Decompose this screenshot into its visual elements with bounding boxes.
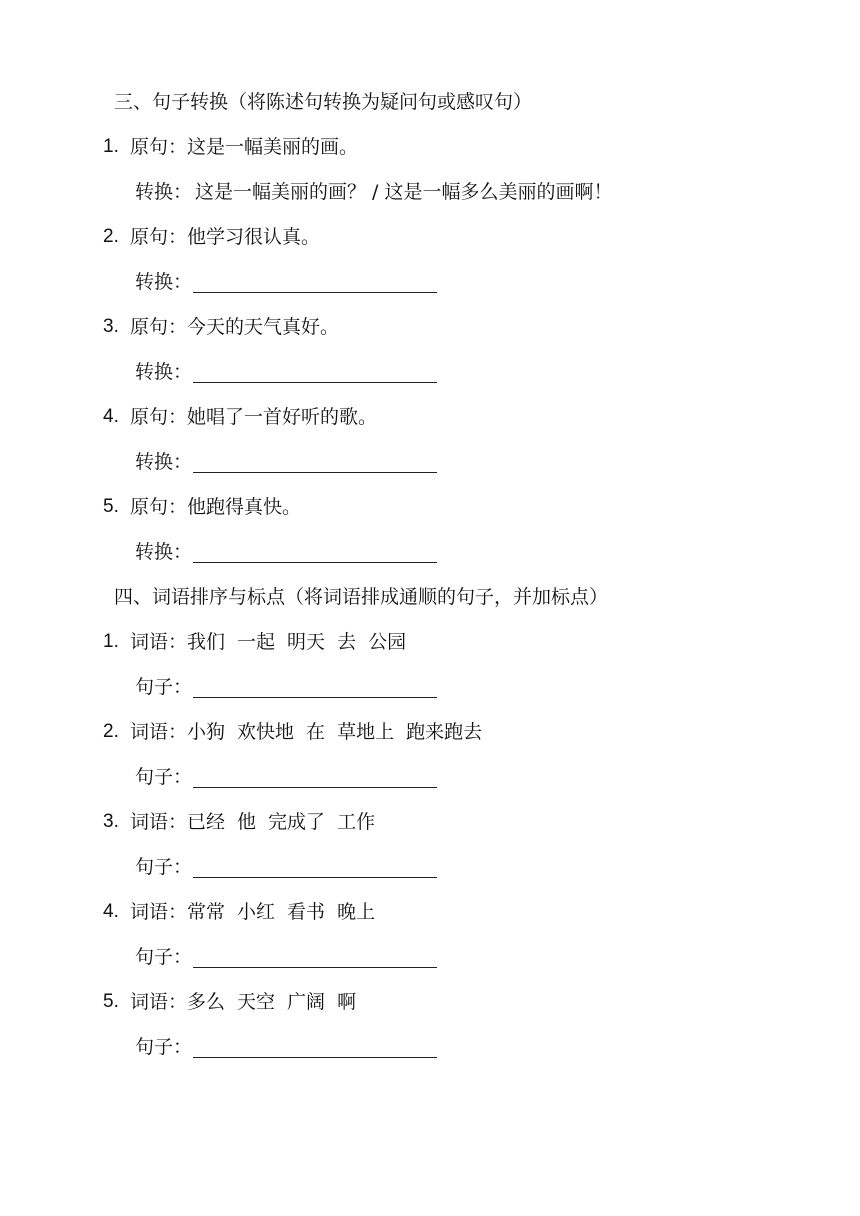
words-label: 词语： xyxy=(130,901,188,923)
word: 欢快地 xyxy=(237,721,295,743)
answer-blank[interactable] xyxy=(193,472,437,473)
sentence-label: 句子： xyxy=(135,856,193,878)
conversion-label: 转换： xyxy=(135,181,193,203)
original-sentence xyxy=(130,495,301,519)
conversion-label: 转换： xyxy=(135,271,193,293)
word: 草地上 xyxy=(337,721,395,743)
original-label: 原句： xyxy=(130,226,188,248)
original-label: 原句： xyxy=(130,136,188,158)
word: 晚上 xyxy=(337,901,376,923)
original-sentence xyxy=(130,225,320,249)
words-label: 词语： xyxy=(130,721,188,743)
word: 跑来跑去 xyxy=(406,721,483,743)
word-list xyxy=(130,720,494,744)
original-text: 他跑得真快。 xyxy=(187,496,302,518)
conversion-label: 转换： xyxy=(135,541,193,563)
word: 在 xyxy=(306,721,326,743)
word: 完成了 xyxy=(268,811,326,833)
item-number: 4. xyxy=(103,406,119,427)
word: 明天 xyxy=(287,631,326,653)
item-number: 5. xyxy=(103,496,119,517)
word: 已经 xyxy=(187,811,226,833)
conversion-label: 转换： xyxy=(135,451,193,473)
word: 啊 xyxy=(337,991,357,1013)
item-number: 4. xyxy=(103,901,119,922)
section-3-item-1 xyxy=(0,135,860,225)
sentence-label: 句子： xyxy=(135,676,193,698)
original-sentence xyxy=(130,405,377,429)
word-list xyxy=(130,900,387,924)
section-4-item-2 xyxy=(0,720,860,810)
original-sentence xyxy=(130,135,358,159)
item-number: 3. xyxy=(103,316,119,337)
word: 多么 xyxy=(187,991,226,1013)
word: 小狗 xyxy=(187,721,226,743)
word: 工作 xyxy=(337,811,376,833)
section-3-item-3 xyxy=(0,315,860,405)
word: 广阔 xyxy=(287,991,326,1013)
answer-blank[interactable] xyxy=(193,697,437,698)
item-number: 1. xyxy=(103,631,119,652)
answer-blank[interactable] xyxy=(193,1057,437,1058)
item-number: 2. xyxy=(103,721,119,742)
word: 看书 xyxy=(287,901,326,923)
item-number: 1. xyxy=(103,136,119,157)
section-4-item-5 xyxy=(0,990,860,1080)
word: 一起 xyxy=(237,631,276,653)
word-list xyxy=(130,630,418,654)
words-label: 词语： xyxy=(130,991,188,1013)
sentence-label: 句子： xyxy=(135,766,193,788)
answer-blank[interactable] xyxy=(193,787,437,788)
section-4-heading: 四、词语排序与标点（将词语排成通顺的句子，并加标点） xyxy=(114,586,609,608)
sentence-label: 句子： xyxy=(135,946,193,968)
word-list xyxy=(130,990,368,1014)
section-3-item-5 xyxy=(0,495,860,585)
conversion-answer: 这是一幅美丽的画？ / 这是一幅多么美丽的画啊！ xyxy=(195,181,613,203)
word: 天空 xyxy=(237,991,276,1013)
answer-blank[interactable] xyxy=(193,967,437,968)
section-4-item-1 xyxy=(0,630,860,720)
words-label: 词语： xyxy=(130,631,188,653)
word: 他 xyxy=(237,811,257,833)
item-number: 2. xyxy=(103,226,119,247)
answer-blank[interactable] xyxy=(193,382,437,383)
section-3-heading: 三、句子转换（将陈述句转换为疑问句或感叹句） xyxy=(114,91,533,113)
item-number: 5. xyxy=(103,991,119,1012)
word-list xyxy=(130,810,387,834)
word: 常常 xyxy=(187,901,226,923)
item-number: 3. xyxy=(103,811,119,832)
section-4-item-4 xyxy=(0,900,860,990)
word: 去 xyxy=(337,631,357,653)
original-label: 原句： xyxy=(130,316,188,338)
conversion-label: 转换： xyxy=(135,361,193,383)
section-4-item-3 xyxy=(0,810,860,900)
original-text: 这是一幅美丽的画。 xyxy=(187,136,359,158)
word: 我们 xyxy=(187,631,226,653)
word: 公园 xyxy=(368,631,407,653)
sentence-label: 句子： xyxy=(135,1036,193,1058)
section-3-item-2 xyxy=(0,225,860,315)
words-label: 词语： xyxy=(130,811,188,833)
section-3-item-4 xyxy=(0,405,860,495)
word: 小红 xyxy=(237,901,276,923)
answer-blank[interactable] xyxy=(193,292,437,293)
answer-blank[interactable] xyxy=(193,562,437,563)
answer-blank[interactable] xyxy=(193,877,437,878)
original-text: 他学习很认真。 xyxy=(187,226,321,248)
original-text: 她唱了一首好听的歌。 xyxy=(187,406,378,428)
original-label: 原句： xyxy=(130,496,188,518)
original-label: 原句： xyxy=(130,406,188,428)
original-text: 今天的天气真好。 xyxy=(187,316,340,338)
original-sentence xyxy=(130,315,339,339)
